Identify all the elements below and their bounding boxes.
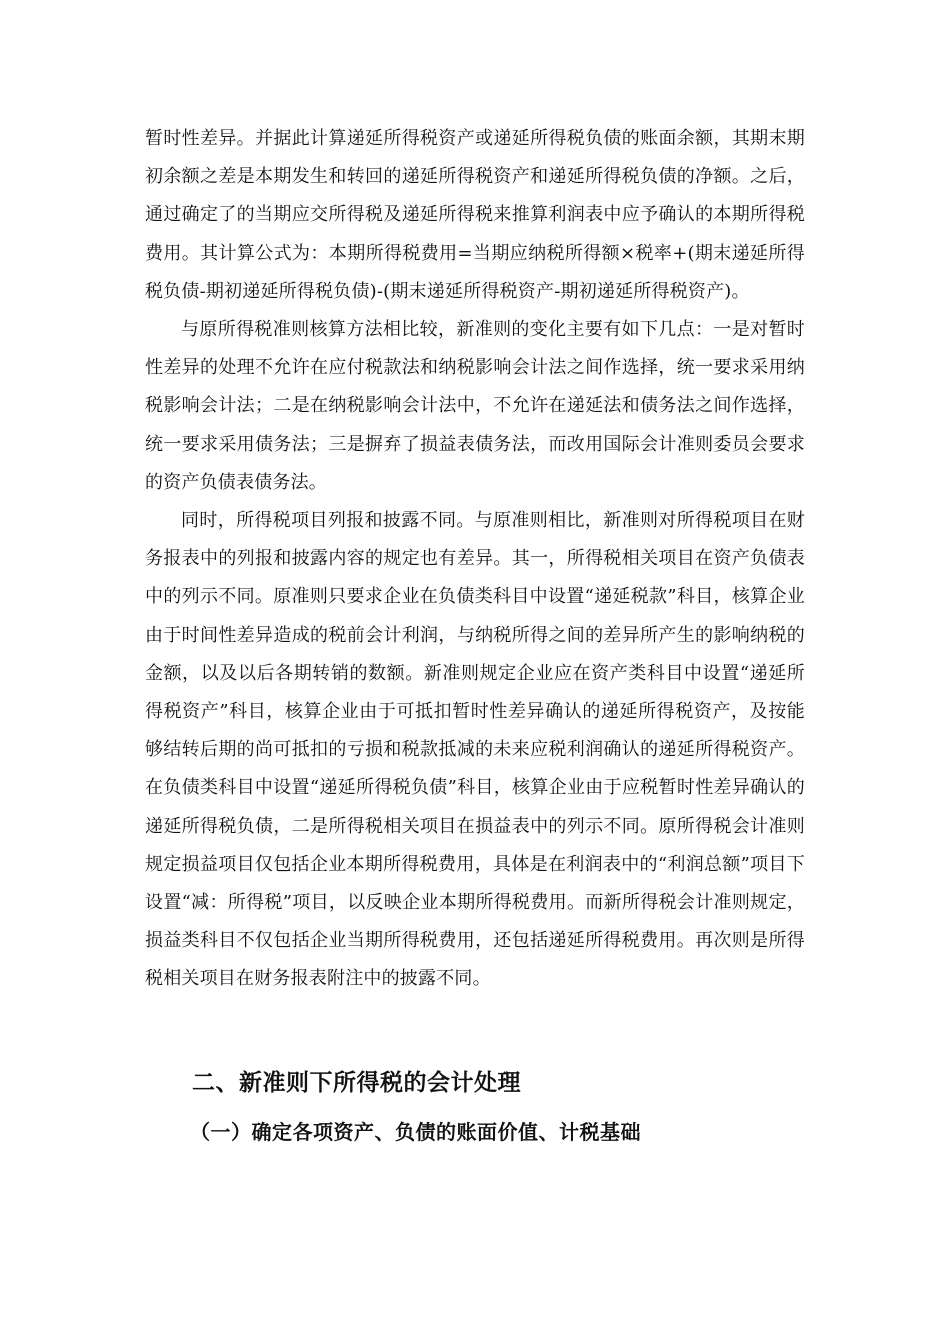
body-text — [145, 120, 805, 999]
paragraph-3: 同时，所得税项目列报和披露不同。与原准则相比，新准则对所得税项目在财务报表中的列报和披露内容的规定也有差异。其一，所得税相关项目在资产负债表中的列示不同。原准则只要求企业在负债类科目中设置“递延税款”科目，核算企业由于时间性差异造成的税前会计利润，与纳税所得之间的差异所产生的影响纳税的金额，以及以后各期转销的数额。新准则规定企业应在资产类科目中设置“递延所得税资产”科目，核算企业由于可抵扣暂时性差异确认的递延所得税资产，及按能够结转后期的尚可抵扣的亏损和税款抵减的未来应税利润确认的递延所得税资产。在负债类科目中设置“递延所得税负债”科目，核算企业由于应税暂时性差异确认的递延所得税负债，二是所得税相关项目在损益表中的列示不同。原所得税会计准则规定损益项目仅包括企业本期所得税费用，具体是在利润表中的“利润总额”项目下设置“减：所得税”项目，以反映企业本期所得税费用。而新所得税会计准则规定，损益类科目不仅包括企业当期所得税费用，还包括递延所得税费用。再次则是所得税相关项目在财务报表附注中的披露不同。 — [145, 510, 805, 990]
subsection-heading: （一）确定各项资产、负债的账面价值、计税基础 — [190, 1120, 641, 1144]
paragraph-1: 暂时性差异。并据此计算递延所得税资产或递延所得税负债的账面余额，其期末期初余额之差是本期发生和转回的递延所得税资产和递延所得税负债的净额。之后，通过确定了的当期应交所得税及递延所得税来推算利润表中应予确认的本期所得税费用。其计算公式为：本期所得税费用=当期应纳税所得额×税率+(期末递延所得税负债-期初递延所得税负债)-(期末递延所得税资产-期初递延所得税资产)。 — [145, 128, 805, 302]
paragraph-2: 与原所得税准则核算方法相比较，新准则的变化主要有如下几点：一是对暂时性差异的处理不允许在应付税款法和纳税影响会计法之间作选择，统一要求采用纳税影响会计法；二是在纳税影响会计法中，不允许在递延法和债务法之间作选择，统一要求采用债务法；三是摒弃了损益表债务法，而改用国际会计准则委员会要求的资产负债表债务法。 — [145, 319, 805, 493]
section-heading: 二、新准则下所得税的会计处理 — [192, 1070, 521, 1096]
